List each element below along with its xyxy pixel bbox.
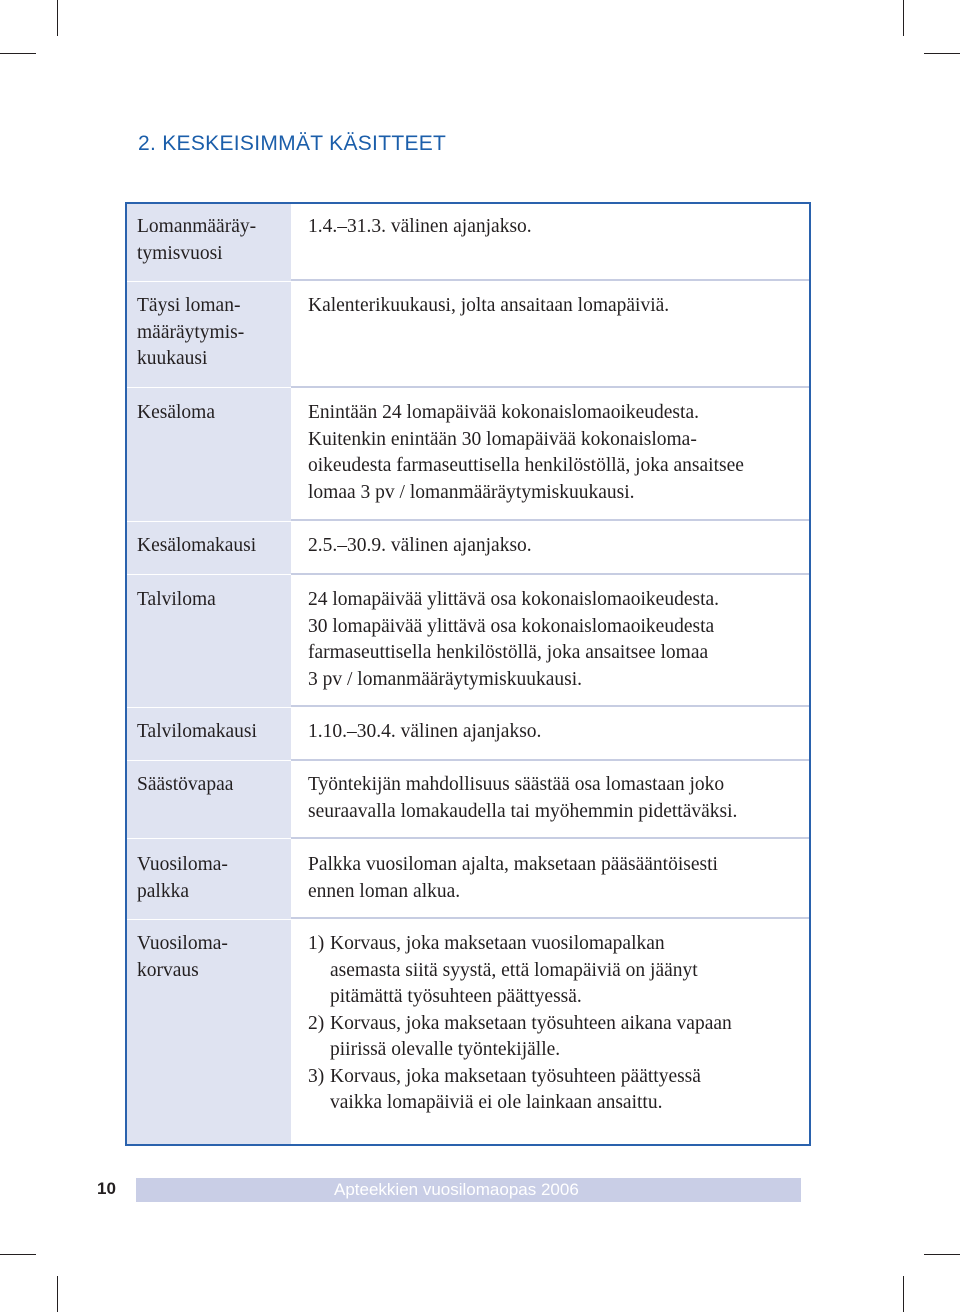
row-divider	[291, 279, 809, 281]
term-cell	[127, 719, 291, 746]
term-cell	[127, 293, 291, 373]
footer-title: Apteekkien vuosilomaopas 2006	[334, 1180, 579, 1199]
crop-mark	[0, 53, 36, 54]
page-number: 10	[97, 1179, 116, 1198]
row-divider	[127, 574, 291, 575]
footer-bar	[136, 1178, 801, 1202]
numbered-item	[308, 1011, 801, 1064]
numbered-item	[308, 931, 801, 1011]
row-divider	[127, 707, 291, 708]
definition-line: Palkka vuosiloman ajalta, maksetaan pääsääntöisesti	[308, 854, 718, 875]
definition-line: 1.10.–30.4. välinen ajanjakso.	[308, 721, 542, 742]
crop-mark	[57, 0, 58, 36]
term-line: Kesäloma	[137, 402, 215, 423]
row-divider	[127, 281, 291, 282]
definition-line: Enintään 24 lomapäivää kokonaislomaoikeudesta.	[308, 402, 699, 423]
definition-cell	[291, 931, 809, 1117]
term-line: tymisvuosi	[137, 242, 223, 264]
term-line: Lomanmääräy-	[137, 216, 257, 237]
term-line: Kesälomakausi	[137, 535, 257, 556]
definition-line: piirissä olevalle työntekijälle.	[330, 1039, 561, 1060]
definition-line: 2.5.–30.9. välinen ajanjakso.	[308, 535, 532, 556]
term-line: Talvilomakausi	[137, 721, 257, 742]
definition-cell	[291, 293, 809, 320]
terms-table	[125, 202, 811, 1146]
term-line: määräytymis-	[137, 321, 245, 343]
row-divider	[291, 759, 809, 761]
definition-line: Korvaus, joka maksetaan työsuhteen päättyessä	[330, 1065, 701, 1087]
numbered-item	[308, 1064, 801, 1117]
definition-line: Kalenterikuukausi, jolta ansaitaan lomapäiviä.	[308, 295, 670, 316]
term-line: Täysi loman-	[137, 295, 241, 316]
definition-cell	[291, 852, 809, 905]
term-cell	[127, 533, 291, 560]
row-divider	[291, 837, 809, 839]
row-divider	[291, 519, 809, 521]
row-divider	[127, 919, 291, 920]
definition-line: Korvaus, joka maksetaan työsuhteen aikana vapaan	[330, 1012, 732, 1034]
definition-line: asemasta siitä syystä, että lomapäiviä on jäänyt	[330, 959, 698, 981]
definition-line: seuraavalla lomakaudella tai myöhemmin pidettäväksi.	[308, 800, 738, 822]
row-divider	[291, 573, 809, 575]
definition-cell	[291, 719, 809, 746]
item-number: 3)	[308, 1065, 325, 1087]
term-line: Säästövapaa	[137, 774, 234, 795]
term-cell	[127, 931, 291, 984]
row-divider	[127, 387, 291, 388]
crop-mark	[0, 1254, 36, 1255]
crop-mark	[924, 1254, 960, 1255]
crop-mark	[903, 1276, 904, 1312]
numbered-item-first-line	[308, 1064, 801, 1091]
row-divider	[291, 386, 809, 388]
crop-mark	[903, 0, 904, 36]
definition-line: Työntekijän mahdollisuus säästää osa lomastaan joko	[308, 774, 725, 795]
definition-line: oikeudesta farmaseuttisella henkilöstöllä, joka ansaitsee	[308, 455, 744, 476]
crop-mark	[57, 1276, 58, 1312]
definition-cell	[291, 214, 809, 241]
item-number: 2)	[308, 1012, 325, 1034]
term-line: kuukausi	[137, 348, 208, 369]
row-divider	[127, 521, 291, 522]
definition-cell	[291, 772, 809, 825]
section-heading: 2. KESKEISIMMÄT KÄSITTEET	[138, 132, 447, 155]
definition-cell	[291, 587, 809, 693]
crop-mark	[924, 53, 960, 54]
definition-line: vaikka lomapäiviä ei ole lainkaan ansaittu.	[330, 1092, 663, 1113]
definition-line: Kuitenkin enintään 30 lomapäivää kokonaisloma-	[308, 428, 697, 450]
definition-cell	[291, 533, 809, 560]
row-divider	[127, 838, 291, 839]
definition-line: pitämättä työsuhteen päättyessä.	[330, 986, 582, 1007]
term-line: Vuosiloma-	[137, 933, 228, 954]
term-column	[127, 204, 291, 1144]
definition-line: ennen loman alkua.	[308, 880, 461, 902]
term-cell	[127, 214, 291, 267]
definition-line: 30 lomapäivää ylittävä osa kokonaislomaoikeudesta	[308, 615, 715, 637]
definition-column	[291, 204, 809, 1144]
row-divider	[291, 705, 809, 707]
item-number: 1)	[308, 933, 325, 954]
definition-cell	[291, 400, 809, 506]
row-divider	[291, 917, 809, 919]
term-cell	[127, 772, 291, 799]
definition-line: 24 lomapäivää ylittävä osa kokonaislomaoikeudesta.	[308, 589, 720, 610]
numbered-item-first-line	[308, 1011, 801, 1038]
numbered-item-first-line	[308, 931, 801, 958]
term-line: Talviloma	[137, 589, 216, 610]
term-line: Vuosiloma-	[137, 854, 228, 875]
term-cell	[127, 587, 291, 614]
term-cell	[127, 852, 291, 905]
term-line: palkka	[137, 880, 189, 902]
definition-line: 3 pv / lomanmääräytymiskuukausi.	[308, 668, 583, 690]
term-cell	[127, 400, 291, 427]
row-divider	[127, 760, 291, 761]
term-line: korvaus	[137, 959, 199, 981]
definition-line: farmaseuttisella henkilöstöllä, joka ansaitsee lomaa	[308, 642, 709, 663]
definition-line: 1.4.–31.3. välinen ajanjakso.	[308, 216, 532, 237]
definition-line: lomaa 3 pv / lomanmääräytymiskuukausi.	[308, 481, 635, 503]
definition-line: Korvaus, joka maksetaan vuosilomapalkan	[330, 933, 665, 954]
